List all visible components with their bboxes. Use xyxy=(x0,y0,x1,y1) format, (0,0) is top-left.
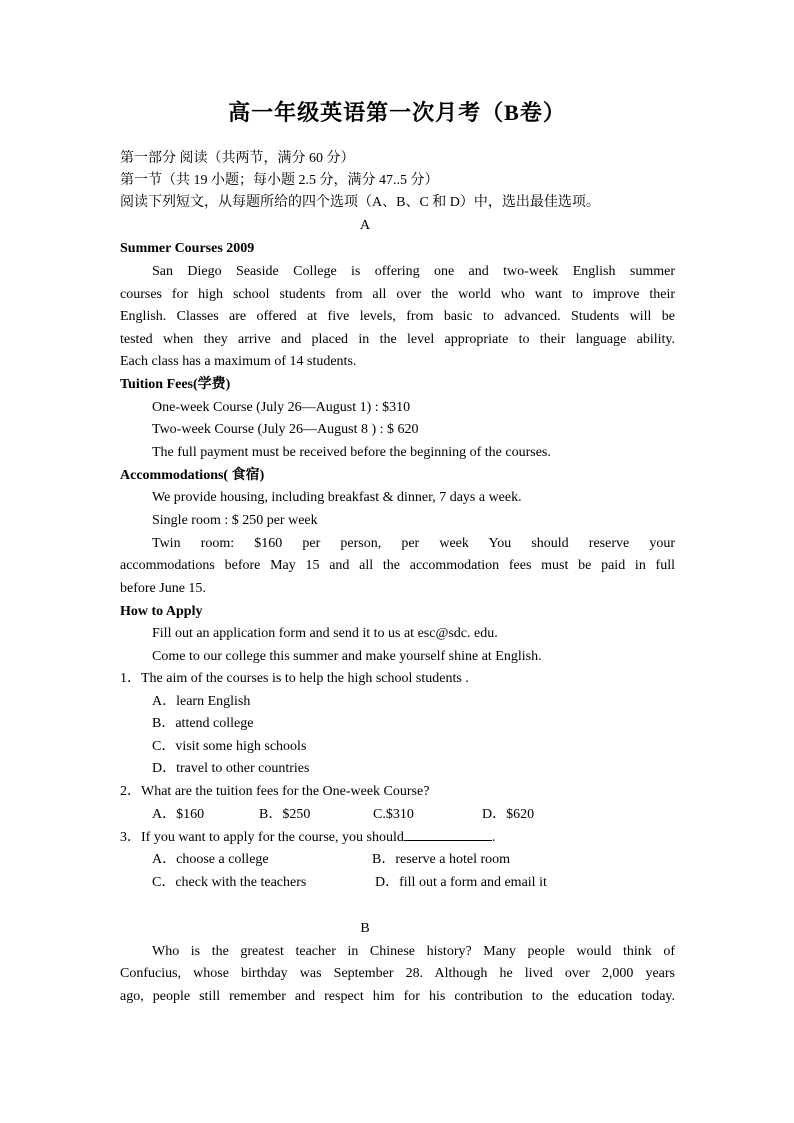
passage-a-line: San Diego Seaside College is offering one and two-week English summer xyxy=(152,264,675,279)
accommodation-line: before June 15. xyxy=(120,581,206,596)
accommodation-line: Twin room: $160 per person, per week You should reserve your xyxy=(152,536,675,551)
apply-line: Fill out an application form and send it to us at esc@sdc. edu. xyxy=(152,626,498,641)
section-heading: 第一部分 阅读（共两节，满分 60 分） xyxy=(120,151,355,166)
question-option: A．$160 xyxy=(152,807,205,822)
passage-b-label: B xyxy=(360,921,370,936)
question-option: C.$310 xyxy=(373,807,414,822)
passage-b-line: Confucius, whose birthday was September 28. Although he lived over 2,000 years xyxy=(120,966,675,981)
subsection-heading: 第一节（共 19 小题；每小题 2.5 分，满分 47..5 分） xyxy=(120,173,439,188)
passage-a-line: Each class has a maximum of 14 students. xyxy=(120,354,357,369)
accommodation-line: We provide housing, including breakfast & dinner, 7 days a week. xyxy=(152,490,522,505)
fee-line: One-week Course (July 26—August 1) : $310 xyxy=(152,400,411,415)
question-option: A．choose a college xyxy=(152,852,269,867)
question-stem-end: . xyxy=(491,830,496,845)
question-option: B．reserve a hotel room xyxy=(372,852,511,867)
question-stem: 1．The aim of the courses is to help the high school students . xyxy=(120,671,469,686)
passage-b-line: Who is the greatest teacher in Chinese history? Many people would think of xyxy=(152,944,675,959)
question-option: C．check with the teachers xyxy=(152,875,307,890)
apply-heading: How to Apply xyxy=(120,604,203,619)
passage-a-label: A xyxy=(359,218,371,233)
answer-blank xyxy=(404,826,492,841)
passage-a-line: courses for high school students from all over the world who want to improve their xyxy=(120,287,675,302)
passage-b-line: ago, people still remember and respect him for his contribution to the education today. xyxy=(120,989,675,1004)
question-option: D．fill out a form and email it xyxy=(375,875,547,890)
question-option: B．$250 xyxy=(259,807,311,822)
question-option: D．$620 xyxy=(482,807,535,822)
apply-line: Come to our college this summer and make yourself shine at English. xyxy=(152,649,542,664)
question-option: A．learn English xyxy=(152,694,251,709)
accommodation-line: Single room : $ 250 per week xyxy=(152,513,318,528)
question-stem xyxy=(120,826,675,849)
question-stem-text: 3．If you want to apply for the course, you should xyxy=(120,830,404,845)
accommodations-heading: Accommodations( 食宿) xyxy=(120,468,265,483)
passage-a-line: English. Classes are offered at five levels, from basic to advanced. Students will be xyxy=(120,309,675,324)
passage-a-heading: Summer Courses 2009 xyxy=(120,241,255,256)
page-title: 高一年级英语第一次月考（B卷） xyxy=(228,100,566,125)
accommodation-line: accommodations before May 15 and all the accommodation fees must be paid in full xyxy=(120,558,675,573)
fees-heading: Tuition Fees(学费) xyxy=(120,377,231,392)
fee-line: Two-week Course (July 26—August 8 ) : $ 620 xyxy=(152,422,419,437)
question-stem: 2．What are the tuition fees for the One-week Course? xyxy=(120,784,430,799)
instructions: 阅读下列短文，从每题所给的四个选项（A、B、C 和 D）中，选出最佳选项。 xyxy=(120,195,600,210)
question-option: D．travel to other countries xyxy=(152,761,310,776)
passage-a-line: tested when they arrive and placed in the level appropriate to their language ability. xyxy=(120,332,675,347)
fee-line: The full payment must be received before the beginning of the courses. xyxy=(152,445,551,460)
question-option: C．visit some high schools xyxy=(152,739,307,754)
question-option: B．attend college xyxy=(152,716,254,731)
